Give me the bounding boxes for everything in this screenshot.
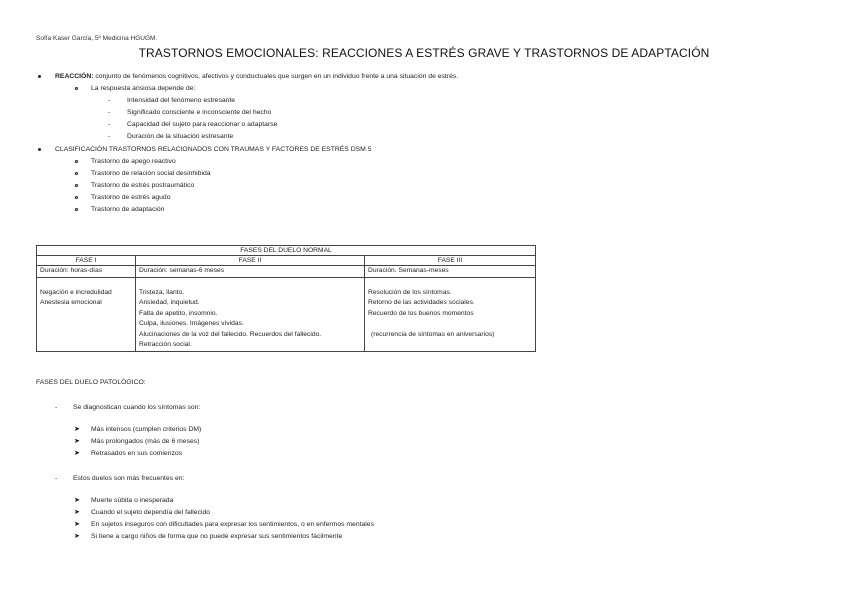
bullet-circle — [75, 160, 78, 163]
table-cell: Duración. Semanas-meses — [365, 266, 536, 278]
list-item: Retorno de las actividades sociales. — [368, 299, 475, 306]
arrow-icon: ➤ — [74, 521, 80, 528]
bullet-dot — [38, 148, 41, 151]
list-item: Negación e incredulidad — [40, 288, 112, 296]
factor-item: Significado consciente e inconsciente del hecho — [127, 109, 272, 116]
diag-item: Más intensos (cumplen criterios DM) — [91, 426, 202, 433]
dash-marker: - — [108, 121, 111, 128]
freq-item: Muerte súbita o inesperada — [91, 497, 174, 504]
reaccion-sub-label: La respuesta ansiosa depende de: — [91, 85, 196, 92]
dash-marker: - — [55, 404, 58, 411]
list-item: Recuerdo de los buenos momentos — [368, 309, 474, 317]
patologico-heading: FASES DEL DUELO PATOLÓGICO: — [36, 379, 146, 386]
arrow-icon: ➤ — [74, 497, 80, 504]
reaccion-paragraph — [55, 73, 458, 81]
table-cell-fase3 — [365, 277, 536, 351]
table-caption-row — [37, 246, 536, 256]
table-header-cell: FASE I — [37, 256, 136, 266]
reaccion-label: REACCIÓN: — [55, 73, 94, 80]
table-header-row — [37, 256, 536, 266]
arrow-icon: ➤ — [74, 438, 80, 445]
arrow-icon: ➤ — [74, 450, 80, 457]
list-item — [368, 319, 532, 330]
bullet-circle — [75, 172, 78, 175]
table-row — [37, 266, 536, 278]
freq-item: En sujetos inseguros con dificultades para expresar los sentimientos, o en enfermos mentales — [91, 521, 374, 528]
bullet-circle — [75, 184, 78, 187]
table-cell-fase2 — [136, 277, 365, 351]
table-header-cell: FASE III — [365, 256, 536, 266]
freq-label: Estos duelos son más frecuentes en: — [73, 475, 185, 482]
arrow-icon: ➤ — [74, 426, 80, 433]
clasificacion-label: CLASIFICACIÓN TRASTORNOS RELACIONADOS CON TRAUMAS Y FACTORES DE ESTRÉS DSM 5 — [55, 146, 372, 153]
list-item: (recurrencia de síntomas en aniversarios) — [371, 330, 495, 338]
diag-item: Más prolongados (más de 6 meses) — [91, 438, 200, 445]
clasificacion-item: Trastorno de relación social desinhibida — [91, 170, 211, 177]
duelo-normal-table — [36, 245, 536, 352]
dash-marker: - — [108, 97, 111, 104]
bullet-dot — [38, 75, 41, 78]
list-item: Falta de apetito, insomnio. — [139, 309, 218, 317]
table-header-cell: FASE II — [136, 256, 365, 266]
list-item: Ansiedad, inquietud. — [139, 299, 200, 306]
bullet-circle — [75, 196, 78, 199]
clasificacion-item: Trastorno de estrés agudo — [91, 194, 171, 201]
table-cell-fase1 — [37, 277, 136, 351]
factor-item: Capacidad del sujeto para reaccionar o adaptarse — [127, 121, 278, 128]
arrow-icon: ➤ — [74, 509, 80, 516]
diag-label: Se diagnostican cuando los síntomas son: — [73, 404, 201, 411]
list-item: Culpa, ilusiones. Imágenes vívidas. — [139, 320, 244, 327]
dash-marker: - — [55, 475, 58, 482]
clasificacion-item: Trastorno de adaptación — [91, 206, 165, 213]
list-item: Retracción social. — [139, 341, 192, 348]
table-cell: Duración: horas-días — [37, 266, 136, 278]
diag-item: Retrasados en sus comienzos — [91, 450, 183, 457]
bullet-circle — [75, 208, 78, 211]
list-item: Anestesia emocional — [40, 299, 102, 306]
reaccion-text: conjunto de fenómenos cognitivos, afectivos y conductuales que surgen en un individuo frente a una situación de estrés. — [95, 73, 459, 80]
freq-item: Cuando el sujeto dependía del fallecido — [91, 509, 211, 516]
bullet-circle — [75, 87, 78, 90]
list-item: Resolución de los síntomas. — [368, 288, 452, 296]
author-line: Sofía Kaser García, 5º Medicina HGUGM. — [36, 35, 158, 42]
dash-marker: - — [108, 133, 111, 140]
clasificacion-item: Trastorno de estrés postraumático — [91, 182, 195, 189]
freq-item: Si tiene a cargo niños de forma que no puede expresar sus sentimientos fácilmente — [91, 533, 343, 540]
table-row — [37, 277, 536, 351]
page-title: TRASTORNOS EMOCIONALES: REACCIONES A ESTRÉS GRAVE Y TRASTORNOS DE ADAPTACIÓN — [138, 46, 710, 60]
factor-item: Duración de la situación estresante — [127, 133, 234, 140]
list-item: Tristeza, llanto. — [139, 288, 185, 296]
list-item: Alucinaciones de la voz del fallecido. Recuerdos del fallecido. — [139, 330, 322, 338]
table-caption: FASES DEL DUELO NORMAL — [37, 246, 536, 256]
dash-marker: - — [108, 109, 111, 116]
table-cell: Duración: semanas-6 meses — [136, 266, 365, 278]
arrow-icon: ➤ — [74, 533, 80, 540]
clasificacion-item: Trastorno de apego reactivo — [91, 158, 176, 165]
factor-item: Intensidad del fenómeno estresante — [127, 97, 236, 104]
